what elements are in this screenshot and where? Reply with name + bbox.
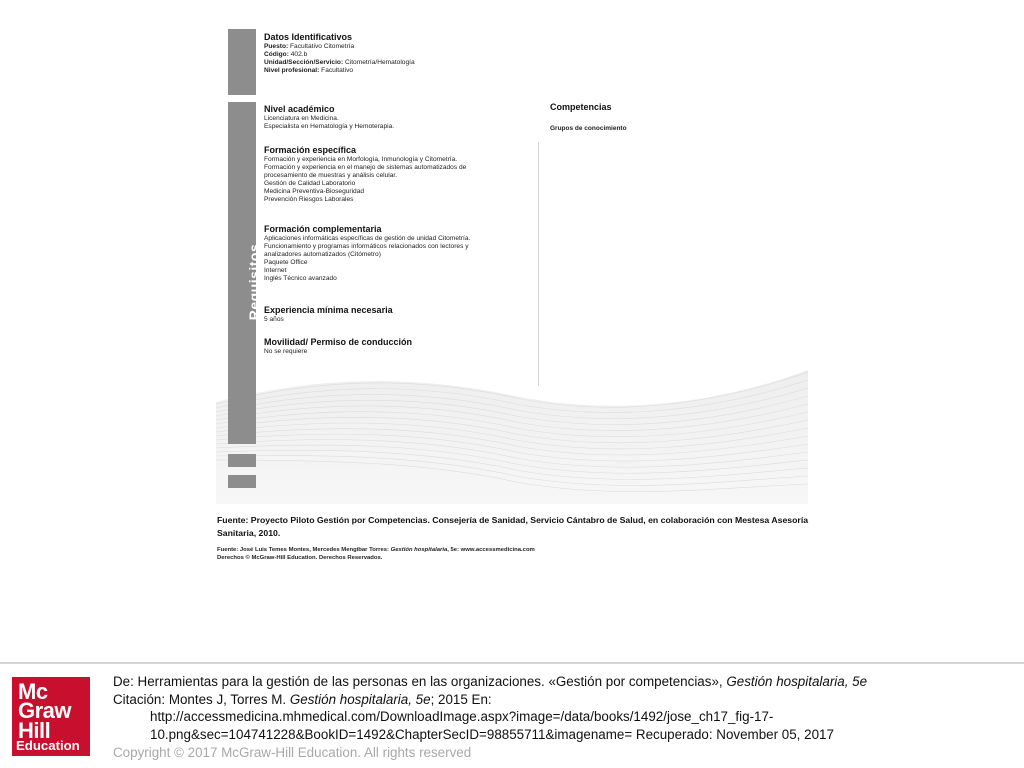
- movilidad-title: Movilidad/ Permiso de conducción: [264, 337, 413, 347]
- datos-row: Código: 402.b: [264, 51, 308, 59]
- requisitos-label: Requisitos: [246, 243, 262, 321]
- formacion-especifica-block: [264, 145, 466, 205]
- formacion-complementaria-title: Formación complementaria: [264, 224, 382, 234]
- list-item: analizadores automatizados (Citómetro): [264, 251, 381, 259]
- fuente-caption: Fuente: Proyecto Piloto Gestión por Competencias. Consejería de Sanidad, Servicio Cántabro de Salud, en colaboración con Mestesa Asesoría Sanitaria, 2010.: [217, 515, 809, 538]
- list-item: Formación y experiencia en el manejo de sistemas automatizados de: [264, 164, 467, 172]
- list-item: Medicina Preventiva-Bioseguridad: [264, 188, 365, 196]
- book-title: Gestión hospitalaria, 5e: [726, 674, 868, 689]
- footer-divider: [0, 662, 1024, 664]
- competencias-divider: [538, 142, 539, 386]
- movilidad-block: [264, 337, 412, 356]
- list-item: Prevención Riesgos Laborales: [264, 196, 354, 204]
- list-item: procesamiento de muestras y análisis celular.: [264, 172, 398, 180]
- list-item: Paquete Office: [264, 259, 308, 267]
- list-item: Formación y experiencia en Morfología, Inmunología y Citometría.: [264, 156, 458, 163]
- list-item: Licenciatura en Medicina.: [264, 115, 339, 122]
- experiencia-title: Experiencia mínima necesaria: [264, 305, 393, 315]
- datos-row: Unidad/Sección/Servicio: Citometría/Hematología: [264, 59, 415, 67]
- list-item: Gestión de Calidad Laboratorio: [264, 180, 356, 188]
- list-item: Funcionamiento y programas informáticos relacionados con lectores y: [264, 243, 469, 251]
- list-item: Aplicaciones informáticas específicas de gestión de unidad Citometría.: [264, 235, 471, 242]
- side-bar-top: [228, 29, 256, 95]
- source-line: De: Herramientas para la gestión de las personas en las organizaciones. «Gestión por competencias», Gestión hospitalaria, 5e: [113, 674, 868, 689]
- derechos-text: Derechos © McGraw-Hill Education. Derechos Reservados.: [217, 555, 383, 562]
- side-bar-requisitos: [228, 102, 262, 444]
- nivel-academico-block: [264, 104, 394, 131]
- list-item: 5 años: [264, 316, 284, 323]
- list-item: Especialista en Hematología y Hemoterapia.: [264, 123, 395, 131]
- citation-line: Citación: Montes J, Torres M. Gestión hospitalaria, 5e; 2015 En:: [113, 691, 492, 707]
- citation-block: [113, 673, 1018, 743]
- competencias-subtitle: Grupos de conocimiento: [550, 125, 627, 132]
- copyright-text: Copyright © 2017 McGraw-Hill Education. All rights reserved: [113, 745, 472, 760]
- formacion-especifica-title: Formación específica: [264, 145, 357, 155]
- citation-url: http://accessmedicina.mhmedical.com/DownloadImage.aspx?image=/data/books/1492/jose_ch17_fig-17-: [150, 709, 774, 724]
- datos-row: Nivel profesional: Facultativo: [264, 67, 354, 75]
- fuente-credit: Fuente: José Luis Temes Montes, Mercedes Mengíbar Torres: Gestión hospitalaria, 5e: www.accessmedicina.com Derechos © McGraw-Hill Education. Derechos Reservados.: [217, 546, 817, 563]
- side-bar-small-2: [228, 475, 256, 488]
- competencias-title: Competencias: [550, 102, 612, 112]
- list-item: Internet: [264, 267, 287, 275]
- citation-url-cont: 10.png&sec=104741228&BookID=1492&ChapterSecID=98855711&imagename= Recuperado: November 05, 2017: [150, 726, 834, 742]
- datos-title: Datos Identificativos: [264, 32, 353, 42]
- book-title: Gestión hospitalaria: [390, 547, 448, 553]
- mcgraw-hill-logo: Mc Graw Hill Education: [12, 677, 90, 756]
- figure-image: [216, 24, 808, 504]
- experiencia-block: [264, 305, 393, 324]
- list-item: No se requiere: [264, 348, 308, 355]
- datos-row: Puesto: Facultativo Citometría: [264, 43, 355, 50]
- list-item: Inglés Técnico avanzado: [264, 275, 337, 283]
- nivel-title: Nivel académico: [264, 104, 335, 114]
- side-bar-small-1: [228, 454, 256, 467]
- datos-identificativos-block: [264, 32, 415, 75]
- book-title: Gestión hospitalaria, 5e: [289, 691, 431, 707]
- formacion-complementaria-block: [264, 224, 470, 284]
